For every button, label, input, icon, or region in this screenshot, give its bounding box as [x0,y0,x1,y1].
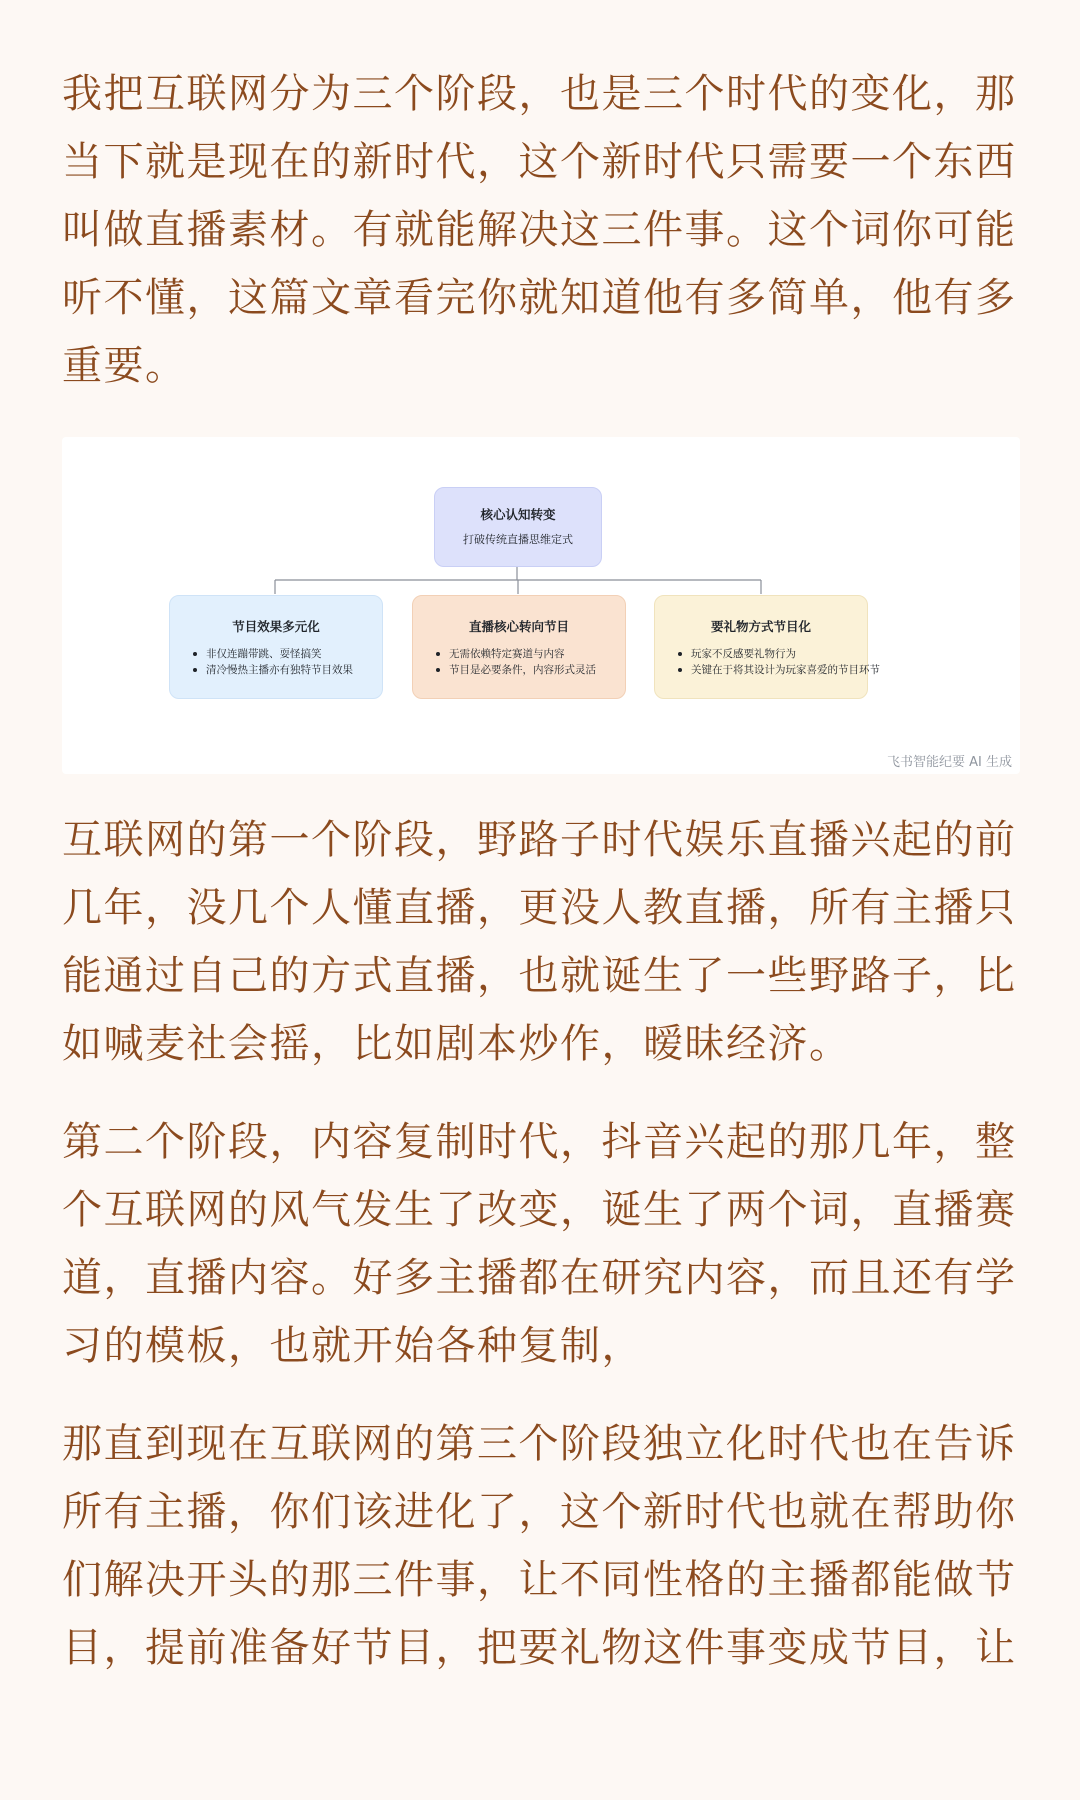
bullet-item: 玩家不反感要礼物行为 [677,646,867,662]
child-node-2-bullets [413,646,625,678]
article-paragraph-3: 第二个阶段，内容复制时代，抖音兴起的那几年，整个互联网的风气发生了改变，诞生了两个词，直播赛道，直播内容。好多主播都在研究内容，而且还有学习的模板，也就开始各种复制， [62,1119,1017,1369]
article-paragraph-2: 互联网的第一个阶段，野路子时代娱乐直播兴起的前几年，没几个人懂直播，更没人教直播，所有主播只能通过自己的方式直播，也就诞生了一些野路子，比如喊麦社会摇，比如剧本炒作，暧昧经济。 [62,817,1017,1067]
diagram-child-node-1 [169,595,383,699]
child-node-3-bullets [655,646,880,678]
bullet-item: 清冷慢热主播亦有独特节目效果 [192,662,382,678]
child-node-3-title: 要礼物方式节目化 [710,619,811,634]
bullet-item: 关键在于将其设计为玩家喜爱的节目环节 [677,662,867,678]
ai-watermark: 飞书智能纪要 AI 生成 [887,755,1012,770]
child-node-1-bullets [170,646,382,678]
diagram-child-node-2 [412,595,626,699]
mindmap-diagram [62,437,1020,774]
bullet-item: 非仅连蹦带跳、耍怪搞笑 [192,646,382,662]
diagram-root-node [434,487,602,567]
article-paragraph-4: 那直到现在互联网的第三个阶段独立化时代也在告诉所有主播，你们该进化了，这个新时代也就在帮助你们解决开头的那三件事，让不同性格的主播都能做节目，提前准备好节目，把要礼物这件事变成节目，让 [62,1421,1017,1671]
article-paragraph-1: 我把互联网分为三个阶段，也是三个时代的变化，那当下就是现在的新时代，这个新时代只需要一个东西叫做直播素材。有就能解决这三件事。这个词你可能听不懂，这篇文章看完你就知道他有多简单，他有多重要。 [62,71,1017,389]
bullet-item: 节目是必要条件，内容形式灵活 [435,662,625,678]
diagram-child-node-3 [654,595,880,699]
bullet-item: 无需依赖特定赛道与内容 [435,646,625,662]
root-node-title: 核心认知转变 [480,507,556,522]
child-node-2-title: 直播核心转向节目 [468,619,569,634]
child-node-1-title: 节目效果多元化 [232,619,320,634]
root-node-subtitle: 打破传统直播思维定式 [463,533,573,546]
